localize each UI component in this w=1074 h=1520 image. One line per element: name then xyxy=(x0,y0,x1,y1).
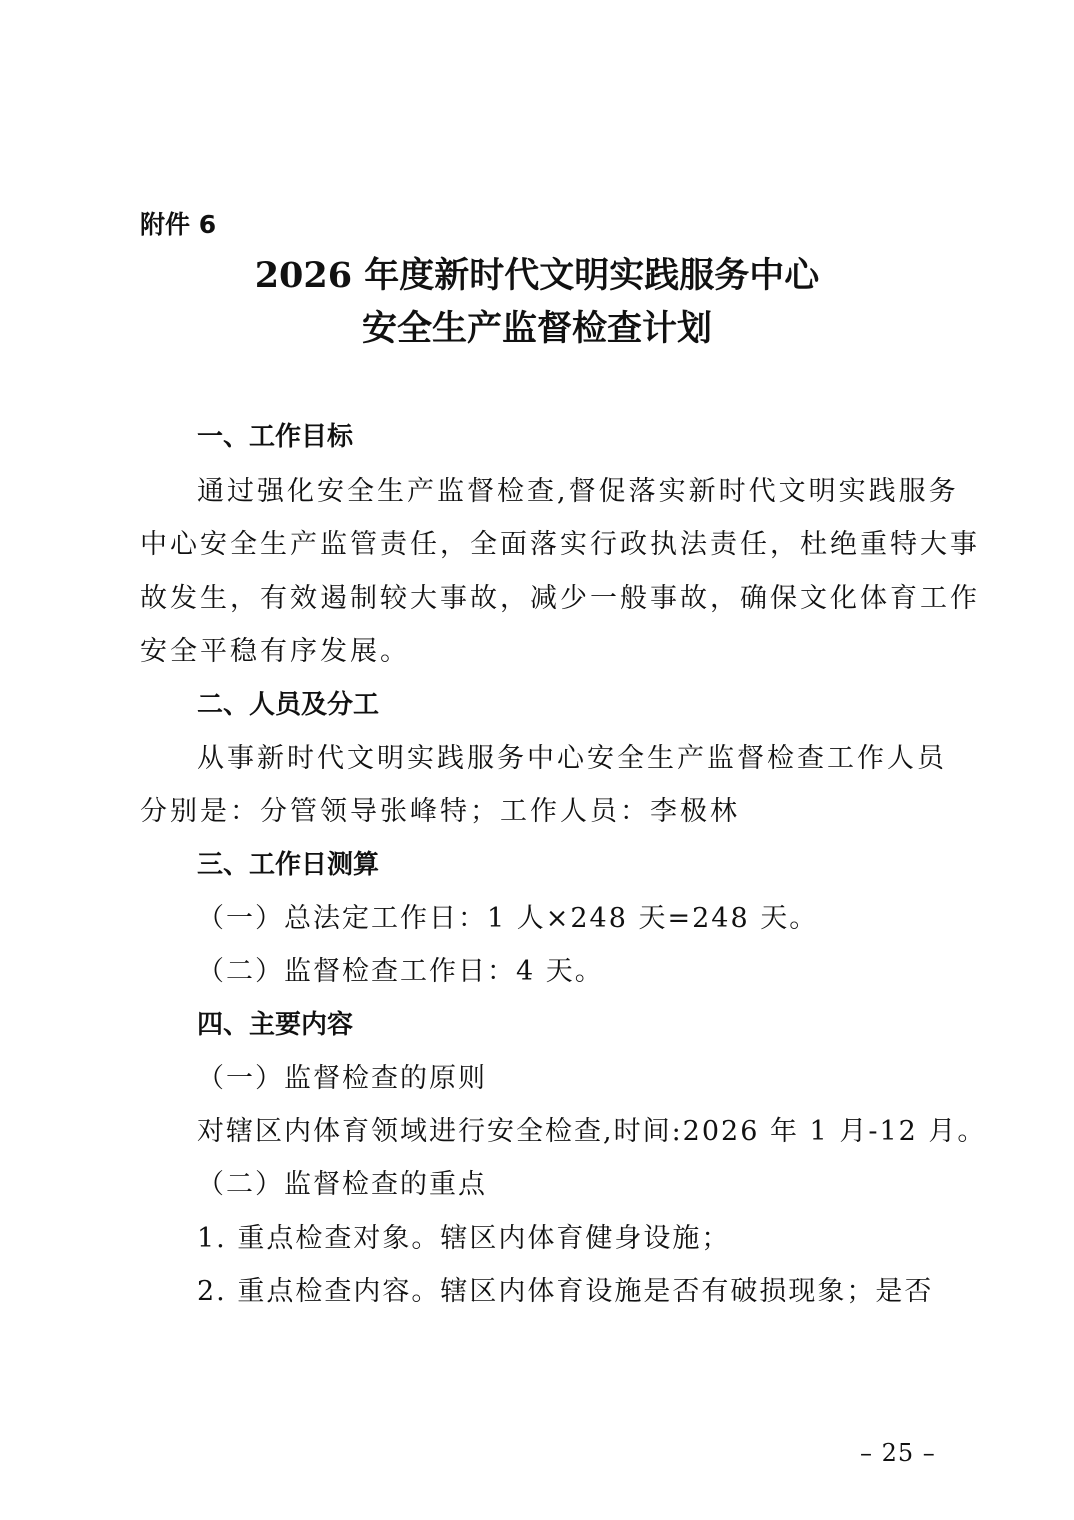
list-item: （二）监督检查工作日：4 天。 xyxy=(197,956,604,987)
subsection-heading-focus: （二）监督检查的重点 xyxy=(197,1169,487,1200)
paragraph-line: 分别是：分管领导张峰特；工作人员：李极林 xyxy=(140,796,740,827)
paragraph-line: 故发生，有效遏制较大事故，减少一般事故，确保文化体育工作 xyxy=(140,583,980,614)
paragraph-line: 安全平稳有序发展。 xyxy=(140,636,410,667)
section-heading-workdays: 三、工作日测算 xyxy=(197,850,380,880)
document-title-line-2: 安全生产监督检查计划 xyxy=(361,308,712,349)
paragraph-line: 从事新时代文明实践服务中心安全生产监督检查工作人员 xyxy=(197,743,947,774)
paragraph-line: 对辖区内体育领域进行安全检查,时间:2026 年 1 月-12 月。 xyxy=(197,1116,987,1147)
paragraph-line: 中心安全生产监管责任，全面落实行政执法责任，杜绝重特大事 xyxy=(140,529,980,560)
attachment-label: 附件 6 xyxy=(140,210,217,239)
document-title-line-1: 2026 年度新时代文明实践服务中心 xyxy=(254,255,820,296)
list-item: 1. 重点检查对象。辖区内体育健身设施； xyxy=(197,1223,731,1254)
section-heading-content: 四、主要内容 xyxy=(197,1010,354,1040)
paragraph-line: 通过强化安全生产监督检查,督促落实新时代文明实践服务 xyxy=(197,476,959,507)
list-item: 2. 重点检查内容。辖区内体育设施是否有破损现象；是否 xyxy=(197,1276,934,1307)
list-item: （一）总法定工作日：1 人×248 天=248 天。 xyxy=(197,903,819,934)
page-number: – 25 – xyxy=(860,1439,936,1467)
subsection-heading-principles: （一）监督检查的原则 xyxy=(197,1063,487,1094)
section-heading-goals: 一、工作目标 xyxy=(197,422,354,452)
section-heading-staff: 二、人员及分工 xyxy=(197,690,380,720)
